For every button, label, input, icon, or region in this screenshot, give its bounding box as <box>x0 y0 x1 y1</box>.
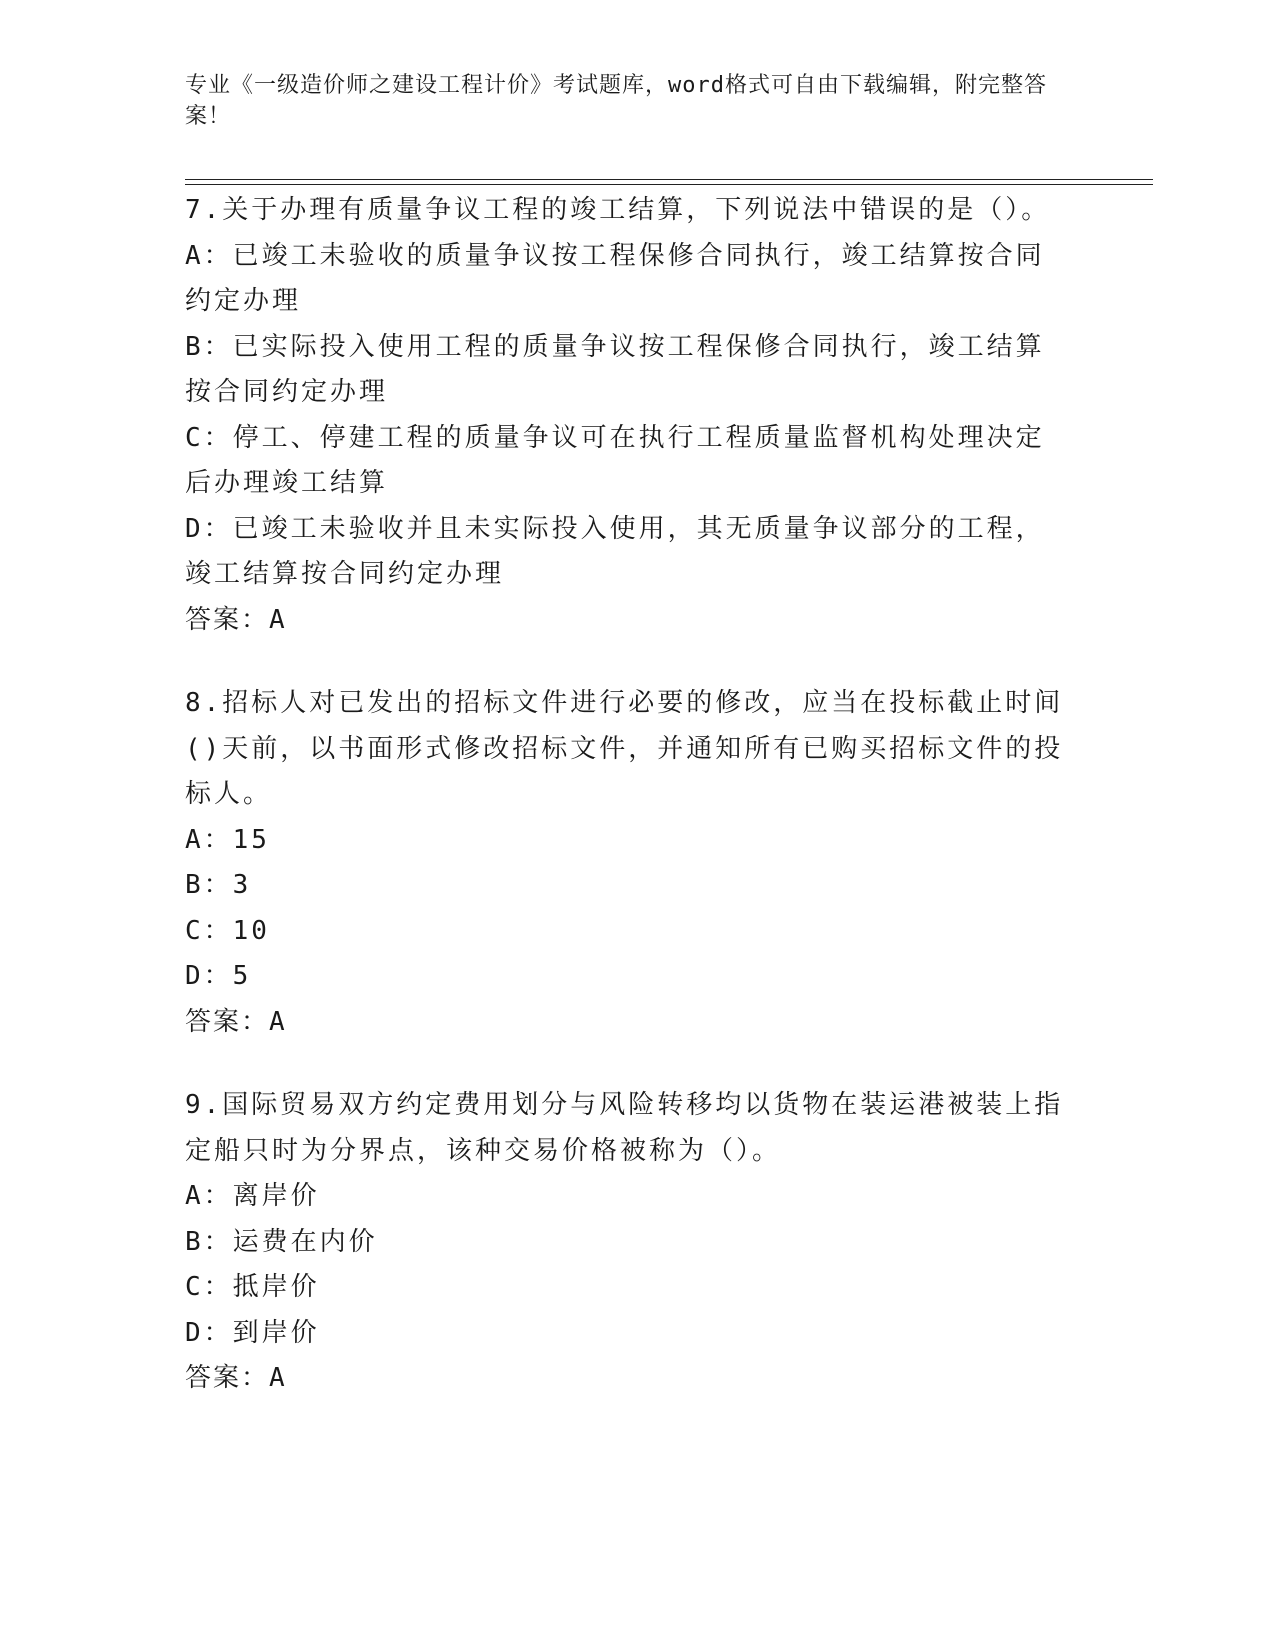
option-b: B：已实际投入使用工程的质量争议按工程保修合同执行，竣工结算按合同约定办理 <box>185 331 1045 407</box>
option-d: D：到岸价 <box>185 1317 320 1348</box>
option-a: A：已竣工未验收的质量争议按工程保修合同执行，竣工结算按合同约定办理 <box>185 240 1045 316</box>
option-a: A：15 <box>185 824 270 855</box>
question-9 <box>185 1083 1065 1402</box>
header-divider-bottom <box>185 184 1153 185</box>
answer-value: A <box>269 1363 287 1393</box>
question-stem: 9.国际贸易双方约定费用划分与风险转移均以货物在装运港被装上指定船只时为分界点，该种交易价格被称为（）。 <box>185 1090 1064 1166</box>
question-7 <box>185 188 1065 643</box>
document-header: 专业《一级造价师之建设工程计价》考试题库，word格式可自由下载编辑，附完整答案！ <box>185 73 1047 129</box>
option-b: B：3 <box>185 870 252 900</box>
option-d: D：已竣工未验收并且未实际投入使用，其无质量争议部分的工程，竣工结算按合同约定办理 <box>185 513 1045 589</box>
answer-line <box>185 598 1065 644</box>
answer-line <box>185 1356 1065 1402</box>
answer-value: A <box>269 604 287 635</box>
question-list <box>185 188 1065 1440</box>
option-c: C：停工、停建工程的质量争议可在执行工程质量监督机构处理决定后办理竣工结算 <box>185 422 1045 498</box>
answer-label: 答案： <box>185 1006 270 1037</box>
option-c: C：10 <box>185 915 270 946</box>
option-d: D：5 <box>185 961 252 991</box>
question-stem: 8.招标人对已发出的招标文件进行必要的修改，应当在投标截止时间()天前，以书面形式修改招标文件，并通知所有已购买招标文件的投标人。 <box>185 688 1064 809</box>
header-divider-top <box>185 179 1153 180</box>
answer-value: A <box>269 1006 287 1037</box>
question-stem: 7.关于办理有质量争议工程的竣工结算，下列说法中错误的是（）。 <box>185 195 1051 225</box>
option-c: C：抵岸价 <box>185 1272 320 1302</box>
question-8 <box>185 681 1065 1045</box>
answer-label: 答案： <box>185 604 270 635</box>
option-a: A：离岸价 <box>185 1181 320 1211</box>
answer-line <box>185 1000 1065 1046</box>
answer-label: 答案： <box>185 1363 270 1393</box>
option-b: B：运费在内价 <box>185 1226 378 1257</box>
